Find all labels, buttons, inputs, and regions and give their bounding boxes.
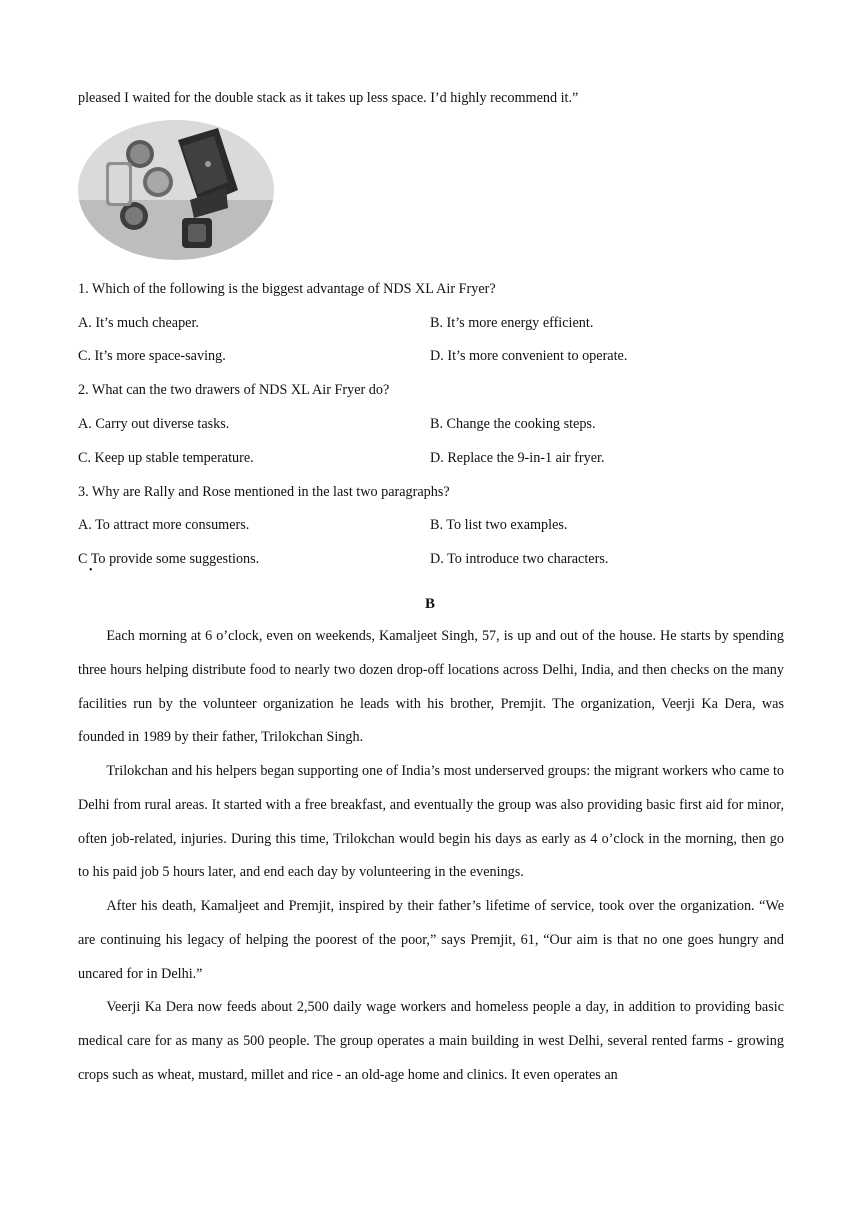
question-1-stem: 1. Which of the following is the biggest advantage of NDS XL Air Fryer?	[78, 281, 496, 297]
stray-dot-mark: •	[89, 565, 93, 576]
question-2-option-d: D. Replace the 9-in-1 air fryer.	[430, 450, 605, 466]
question-3-option-a: A. To attract more consumers.	[78, 517, 250, 533]
question-3-option-b: B. To list two examples.	[430, 517, 568, 533]
question-2-option-a: A. Carry out diverse tasks.	[78, 416, 230, 432]
section-b-paragraph-3: After his death, Kamaljeet and Premjit, inspired by their father’s lifetime of service, took over the organization. “We are continuing his legacy of helping the poorest of the poor,” says Premjit, 61, “Our aim is that no one goes hungry and uncared for in Delhi.”	[78, 898, 784, 982]
question-1-option-a: A. It’s much cheaper.	[78, 315, 199, 331]
question-2-option-c: C. Keep up stable temperature.	[78, 450, 254, 466]
question-2-option-b: B. Change the cooking steps.	[430, 416, 596, 432]
question-3-option-d: D. To introduce two characters.	[430, 551, 609, 567]
section-b-paragraph-2: Trilokchan and his helpers began supporting one of India’s most underserved groups: the migrant workers who came to Delhi from rural areas. It started with a free breakfast, and eventually the group was also providing basic first aid for minor, often job-related, injuries. During this time, Trilokchan would begin his days as early as 4 o’clock in the morning, then go to his paid job 5 hours later, and end each day by volunteering in the evenings.	[78, 763, 784, 881]
continued-text-line: pleased I waited for the double stack as it takes up less space. I’d highly recommend it.”	[78, 90, 579, 106]
air-fryer-image-icon	[78, 120, 274, 260]
question-3-option-c: C To provide some suggestions.	[78, 551, 260, 567]
question-1-option-d: D. It’s more convenient to operate.	[430, 348, 628, 364]
question-2-stem: 2. What can the two drawers of NDS XL Air Fryer do?	[78, 382, 390, 398]
air-fryer-photo	[78, 120, 274, 260]
question-3-stem: 3. Why are Rally and Rose mentioned in the last two paragraphs?	[78, 484, 450, 500]
question-1-option-b: B. It’s more energy efficient.	[430, 315, 594, 331]
section-b-title: B	[424, 596, 435, 612]
question-1-option-c: C. It’s more space-saving.	[78, 348, 226, 364]
section-b-paragraph-4: Veerji Ka Dera now feeds about 2,500 daily wage workers and homeless people a day, in addition to providing basic medical care for as many as 500 people. The group operates a main building in west Delhi, several rented farms - growing crops such as wheat, mustard, millet and rice - an old-age home and clinics. It even operates an	[78, 999, 784, 1083]
section-b-paragraph-1: Each morning at 6 o’clock, even on weekends, Kamaljeet Singh, 57, is up and out of the house. He starts by spending three hours helping distribute food to nearly two dozen drop-off locations across Delhi, India, and then checks on the many facilities run by the volunteer organization he leads with his brother, Premjit. The organization, Veerji Ka Dera, was founded in 1989 by their father, Trilokchan Singh.	[78, 628, 784, 746]
